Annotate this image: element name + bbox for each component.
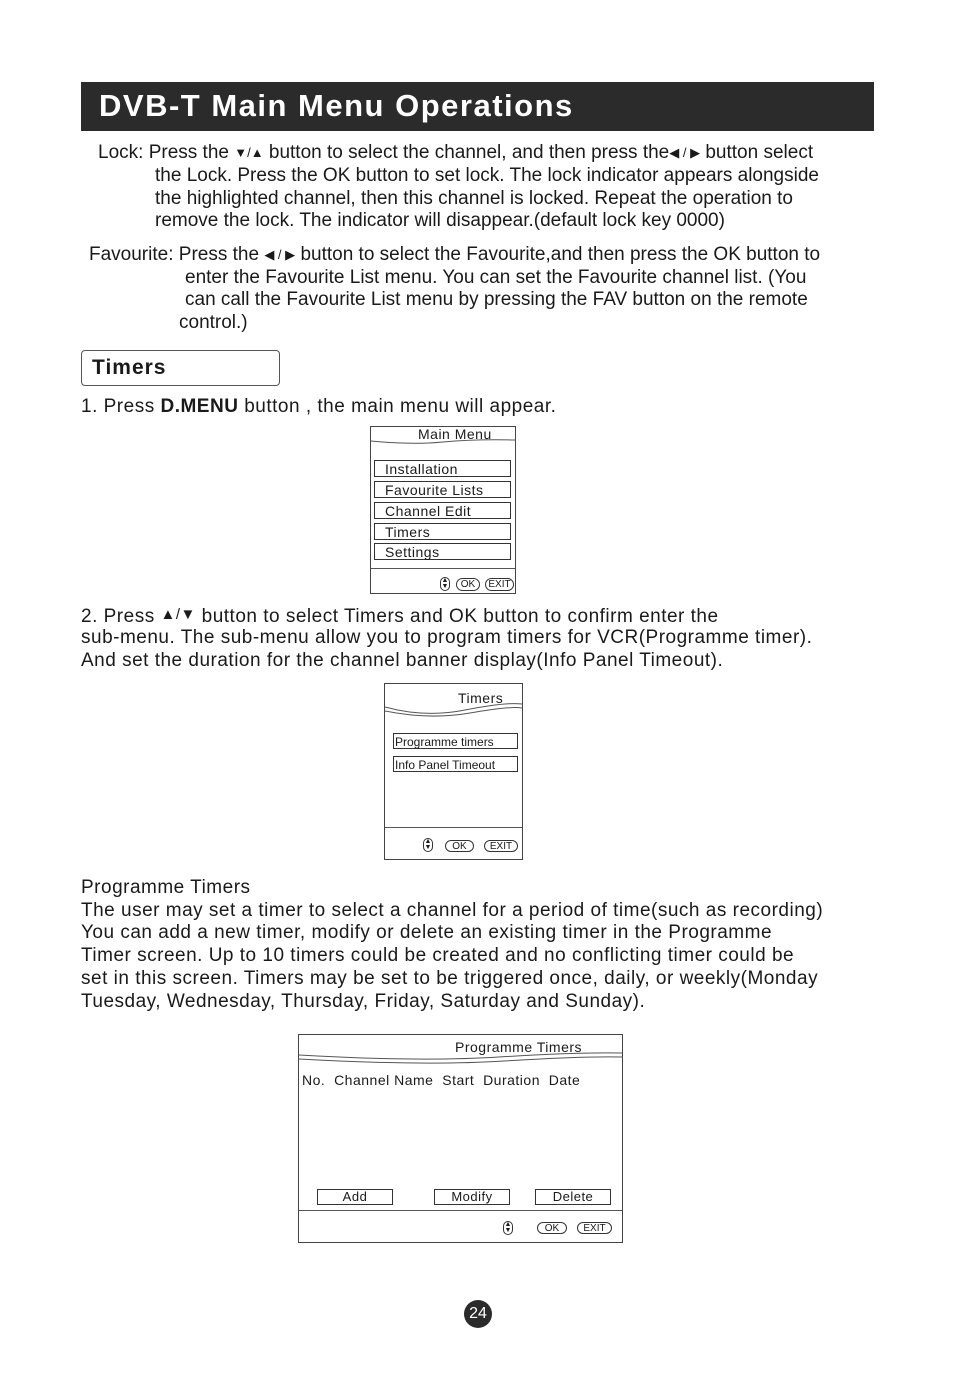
- programme-line-4: set in this screen. Timers may be set to be triggered once, daily, or weekly(Monday: [81, 968, 819, 989]
- step-2-line-1: 2. Press ▲/▼ button to select Timers and OK button to confirm enter the: [81, 606, 719, 627]
- navigation-icon: ▲ ▼: [441, 577, 449, 590]
- up-down-arrows-icon: ▲/▼: [160, 606, 196, 623]
- add-button[interactable]: Add: [317, 1189, 393, 1205]
- left-right-arrows-icon: ◀ / ▶: [264, 247, 296, 262]
- ok-button[interactable]: OK: [537, 1222, 567, 1234]
- page-title: DVB-T Main Menu Operations: [99, 88, 574, 123]
- menu-item-installation[interactable]: Installation: [374, 460, 511, 477]
- page-number: 24: [464, 1300, 492, 1328]
- timers-menu-screen: [384, 683, 523, 860]
- main-menu-title: Main Menu: [418, 426, 492, 442]
- navigation-icon: ▲ ▼: [424, 838, 432, 851]
- menu-item-channel-edit[interactable]: Channel Edit: [374, 502, 511, 519]
- ok-button[interactable]: OK: [445, 840, 474, 852]
- lock-line-4: remove the lock. The indicator will disappear.(default lock key 0000): [155, 210, 725, 231]
- footer-divider: [371, 568, 515, 569]
- down-up-arrows-icon: ▼/▲: [234, 145, 264, 160]
- favourite-line-3: can call the Favourite List menu by pressing the FAV button on the remote: [185, 289, 808, 310]
- menu-item-info-panel-timeout[interactable]: Info Panel Timeout: [393, 756, 518, 772]
- left-right-arrows-icon: ◀ / ▶: [669, 145, 701, 160]
- section-heading-box: [81, 350, 280, 386]
- exit-button[interactable]: EXIT: [577, 1222, 612, 1234]
- programme-line-3: Timer screen. Up to 10 timers could be created and no conflicting timer could be: [81, 945, 795, 966]
- section-heading: Timers: [92, 356, 167, 379]
- ok-button[interactable]: OK: [456, 578, 480, 591]
- modify-button[interactable]: Modify: [434, 1189, 510, 1205]
- programme-line-2: You can add a new timer, modify or delete an existing timer in the Programme: [81, 922, 773, 943]
- timer-column-headers: No. Channel Name Start Duration Date: [302, 1072, 581, 1088]
- step-1-text: 1. Press D.MENU button , the main menu will appear.: [81, 396, 557, 417]
- delete-button[interactable]: Delete: [535, 1189, 611, 1205]
- programme-timers-title: Programme Timers: [455, 1039, 583, 1055]
- menu-item-settings[interactable]: Settings: [374, 543, 511, 560]
- header-wave-divider: [299, 1049, 622, 1069]
- page-title-bar: [81, 82, 874, 131]
- header-wave-divider: [385, 700, 522, 720]
- footer-divider: [299, 1210, 622, 1211]
- favourite-line-4: control.): [179, 312, 248, 333]
- exit-button[interactable]: EXIT: [485, 578, 514, 591]
- lock-line-3: the highlighted channel, then this channel is locked. Repeat the operation to: [155, 188, 794, 209]
- step-2-line-2: sub-menu. The sub-menu allow you to program timers for VCR(Programme timer).: [81, 627, 813, 648]
- programme-heading: Programme Timers: [81, 877, 251, 898]
- timers-menu-title: Timers: [458, 690, 504, 706]
- menu-item-programme-timers[interactable]: Programme timers: [393, 733, 518, 749]
- favourite-label: Favourite:: [89, 244, 174, 265]
- footer-divider: [385, 827, 522, 828]
- menu-item-favourite-lists[interactable]: Favourite Lists: [374, 481, 511, 498]
- favourite-line-2: enter the Favourite List menu. You can set the Favourite channel list. (You: [185, 267, 807, 288]
- main-menu-screen: [370, 426, 516, 594]
- navigation-icon: ▲ ▼: [504, 1221, 512, 1234]
- programme-line-5: Tuesday, Wednesday, Thursday, Friday, Saturday and Sunday).: [81, 991, 646, 1012]
- step-2-line-3: And set the duration for the channel banner display(Info Panel Timeout).: [81, 650, 724, 671]
- menu-item-timers[interactable]: Timers: [374, 523, 511, 540]
- header-wave-divider: [371, 438, 515, 448]
- favourite-line-1: Favourite: Press the ◀ / ▶ button to select the Favourite,and then press the OK button to: [89, 244, 821, 265]
- lock-label: Lock:: [98, 142, 144, 163]
- programme-line-1: The user may set a timer to select a channel for a period of time(such as recording): [81, 900, 824, 921]
- programme-timers-screen: [298, 1034, 623, 1243]
- lock-line-1: Lock: Press the ▼/▲ button to select the channel, and then press the◀ / ▶ button select: [98, 142, 814, 163]
- lock-line-2: the Lock. Press the OK button to set lock. The lock indicator appears alongside: [155, 165, 819, 186]
- exit-button[interactable]: EXIT: [484, 840, 518, 852]
